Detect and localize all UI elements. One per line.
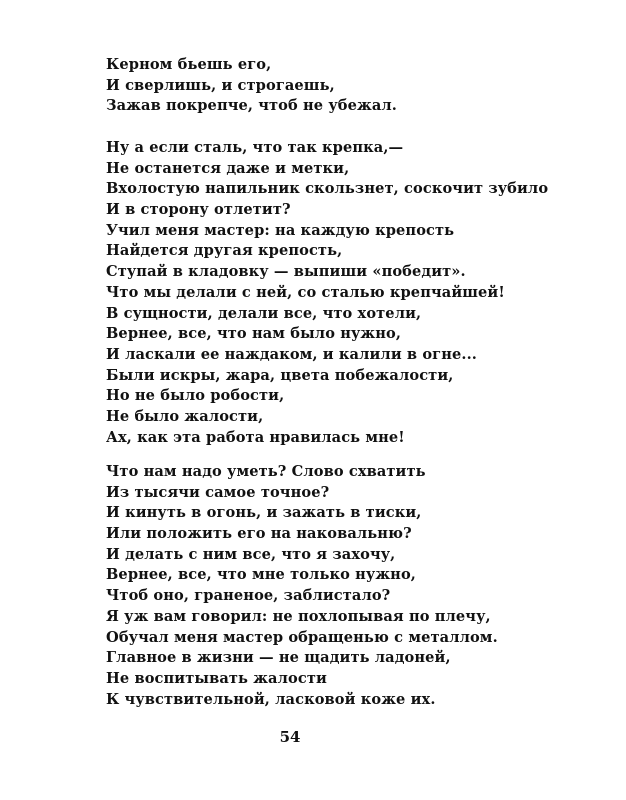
poem-line: Главное в жизни — не щадить ладоней, [106,649,451,667]
poem-line: И сверлишь, и строгаешь, [106,76,335,94]
stanza-2 [106,138,548,448]
poem-line: Керном бьешь его, [106,56,272,73]
poem-line: Ступай в кладовку — выпиши «победит». [106,263,466,281]
poem-line: Вернее, все, что мне только нужно, [106,566,416,584]
poem-line: Не останется даже и метки, [106,159,350,177]
poem-line: Или положить его на наковальню? [106,525,412,543]
poem-line: Из тысячи самое точное? [106,483,330,501]
poem-line: Не было жалости, [106,407,264,425]
poem-line: Зажав покрепче, чтоб не убежал. [106,97,397,115]
poem-line: Найдется другая крепость, [106,242,343,260]
poem-line: И делать с ним все, что я захочу, [106,545,396,563]
poem-line: И в сторону отлетит? [106,201,291,219]
poem-line: Что нам надо уметь? Слово схватить [106,463,426,480]
poem-line: Вернее, все, что нам было нужно, [106,325,402,343]
poem-line: Ну а если сталь, что так крепка,— [106,139,404,156]
poem-line: В сущности, делали все, что хотели, [106,304,422,322]
poem-line: Ах, как эта работа нравилась мне! [106,428,405,446]
poem-line: К чувствительной, ласковой коже их. [106,690,436,708]
poem-line: Вхолостую напильник скользнет, соскочит зубило [106,180,549,198]
poem-line: Но не было робости, [106,387,285,405]
poem-line: Чтоб оно, граненое, заблистало? [106,587,391,605]
poem-line: Не воспитывать жалости [106,669,327,687]
stanza-1 [106,55,397,117]
poem-line: Учил меня мастер: на каждую крепость [106,221,455,239]
poem-line: И кинуть в огонь, и зажать в тиски, [106,504,422,522]
stanza-3 [106,462,498,710]
poem-line: Что мы делали с ней, со сталью крепчайшей! [106,283,505,301]
poem-line: И ласкали ее наждаком, и калили в огне... [106,345,477,363]
poem-line: Я уж вам говорил: не похлопывая по плечу, [106,607,491,625]
page-number: 54 [279,728,301,746]
poem-line: Были искры, жара, цвета побежалости, [106,366,454,384]
poem-line: Обучал меня мастер обращенью с металлом. [106,628,498,646]
